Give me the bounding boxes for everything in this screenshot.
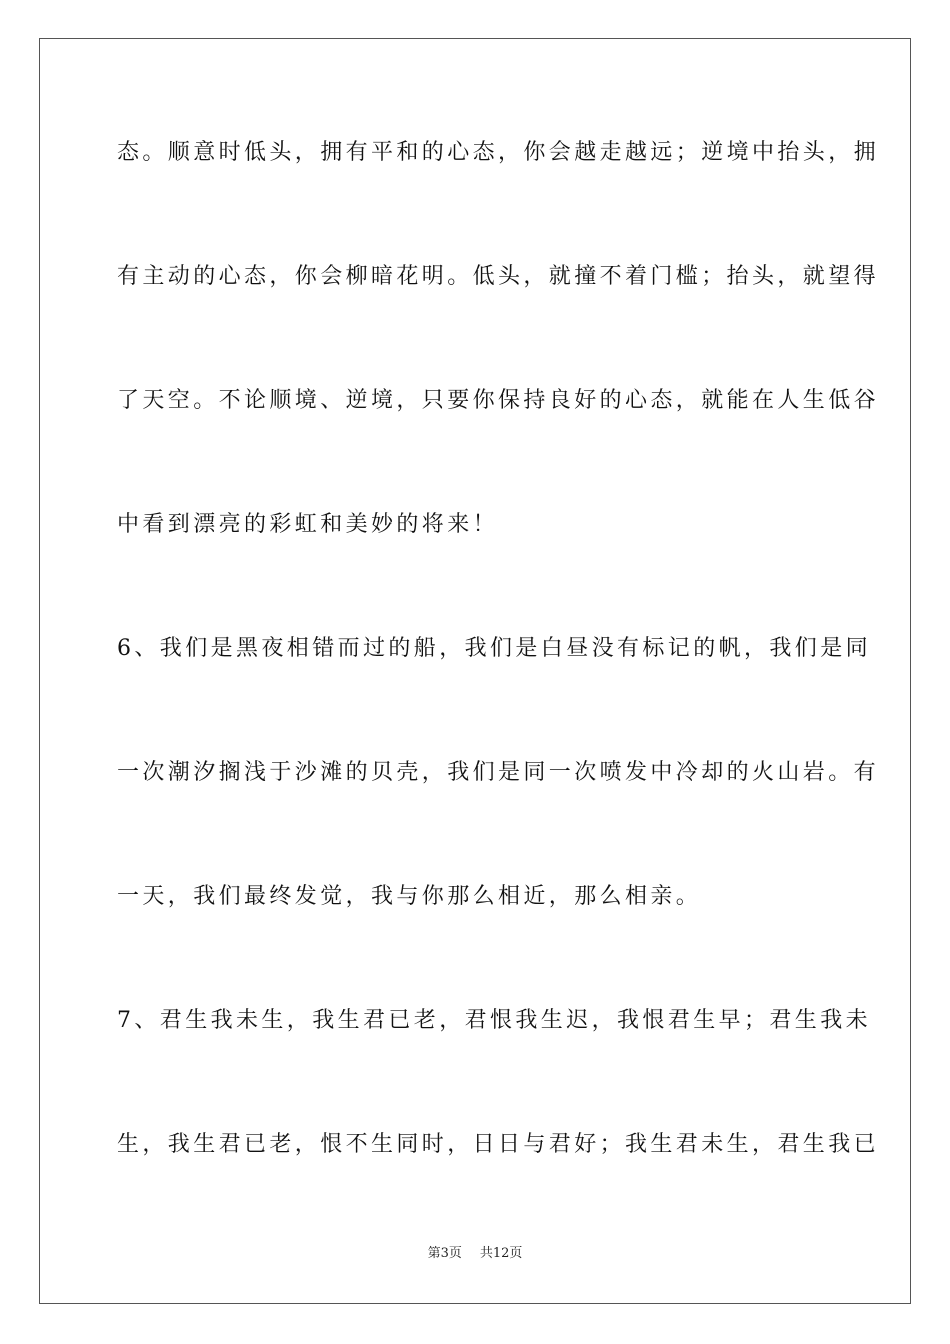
text-line: 一天，我们最终发觉，我与你那么相近，那么相亲。 — [117, 884, 702, 909]
text-line: 有主动的心态，你会柳暗花明。低头，就撞不着门槛；抬头，就望得 — [117, 264, 880, 289]
page-border — [39, 38, 911, 1304]
text-line: 7、君生我未生，我生君已老，君恨我生迟，我恨君生早；君生我未 — [117, 1008, 871, 1033]
text-line: 一次潮汐搁浅于沙滩的贝壳，我们是同一次喷发中冷却的火山岩。有 — [117, 760, 880, 785]
page-total: 共12页 — [479, 1246, 523, 1261]
text-line: 中看到漂亮的彩虹和美妙的将来！ — [117, 512, 499, 537]
text-line: 态。顺意时低头，拥有平和的心态，你会越走越远；逆境中抬头，拥 — [117, 140, 880, 165]
page-number: 第3页 — [427, 1246, 462, 1261]
text-line: 6、我们是黑夜相错而过的船，我们是白昼没有标记的帆，我们是同 — [117, 636, 871, 661]
text-line: 了天空。不论顺境、逆境，只要你保持良好的心态，就能在人生低谷 — [117, 388, 880, 413]
page-footer — [0, 1242, 950, 1261]
text-line: 生，我生君已老，恨不生同时，日日与君好；我生君未生，君生我已 — [117, 1132, 880, 1157]
